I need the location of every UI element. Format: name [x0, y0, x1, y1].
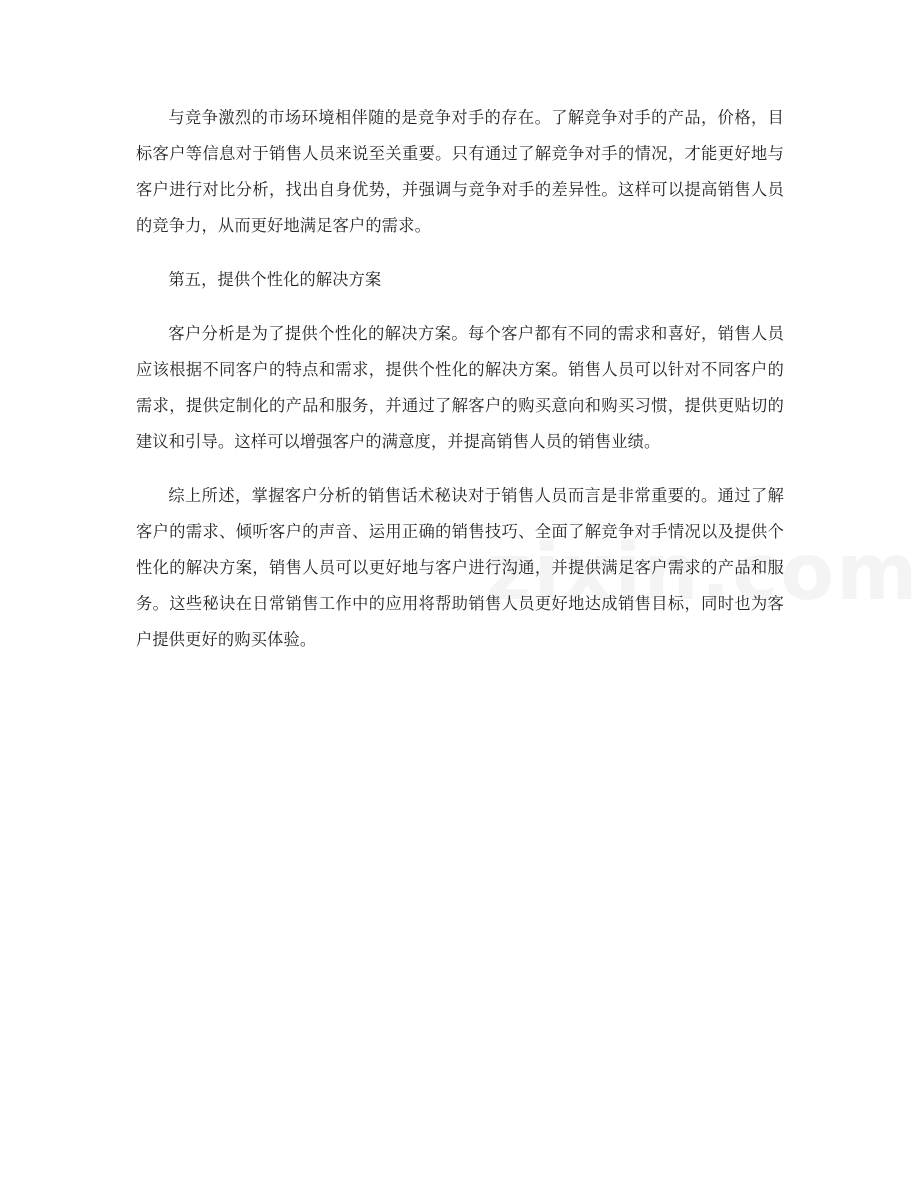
document-body — [136, 100, 784, 676]
paragraph-personalized-solutions: 客户分析是为了提供个性化的解决方案。每个客户都有不同的需求和喜好，销售人员应该根据不同客户的特点和需求，提供个性化的解决方案。销售人员可以针对不同客户的需求，提供定制化的产品和服务，并通过了解客户的购买意向和购买习惯，提供更贴切的建议和引导。这样可以增强客户的满意度，并提高销售人员的销售业绩。 — [136, 324, 784, 451]
section-heading-5: 第五，提供个性化的解决方案 — [168, 270, 382, 289]
paragraph-competitors: 与竞争激烈的市场环境相伴随的是竞争对手的存在。了解竞争对手的产品，价格，目标客户等信息对于销售人员来说至关重要。只有通过了解竞争对手的情况，才能更好地与客户进行对比分析，找出自身优势，并强调与竞争对手的差异性。这样可以提高销售人员的竞争力，从而更好地满足客户的需求。 — [136, 108, 784, 235]
paragraph-summary: 综上所述，掌握客户分析的销售话术秘诀对于销售人员而言是非常重要的。通过了解客户的需求、倾听客户的声音、运用正确的销售技巧、全面了解竞争对手情况以及提供个性化的解决方案，销售人员可以更好地与客户进行沟通，并提供满足客户需求的产品和服务。这些秘诀在日常销售工作中的应用将帮助销售人员更好地达成销售目标，同时也为客户提供更好的购买体验。 — [136, 486, 784, 649]
